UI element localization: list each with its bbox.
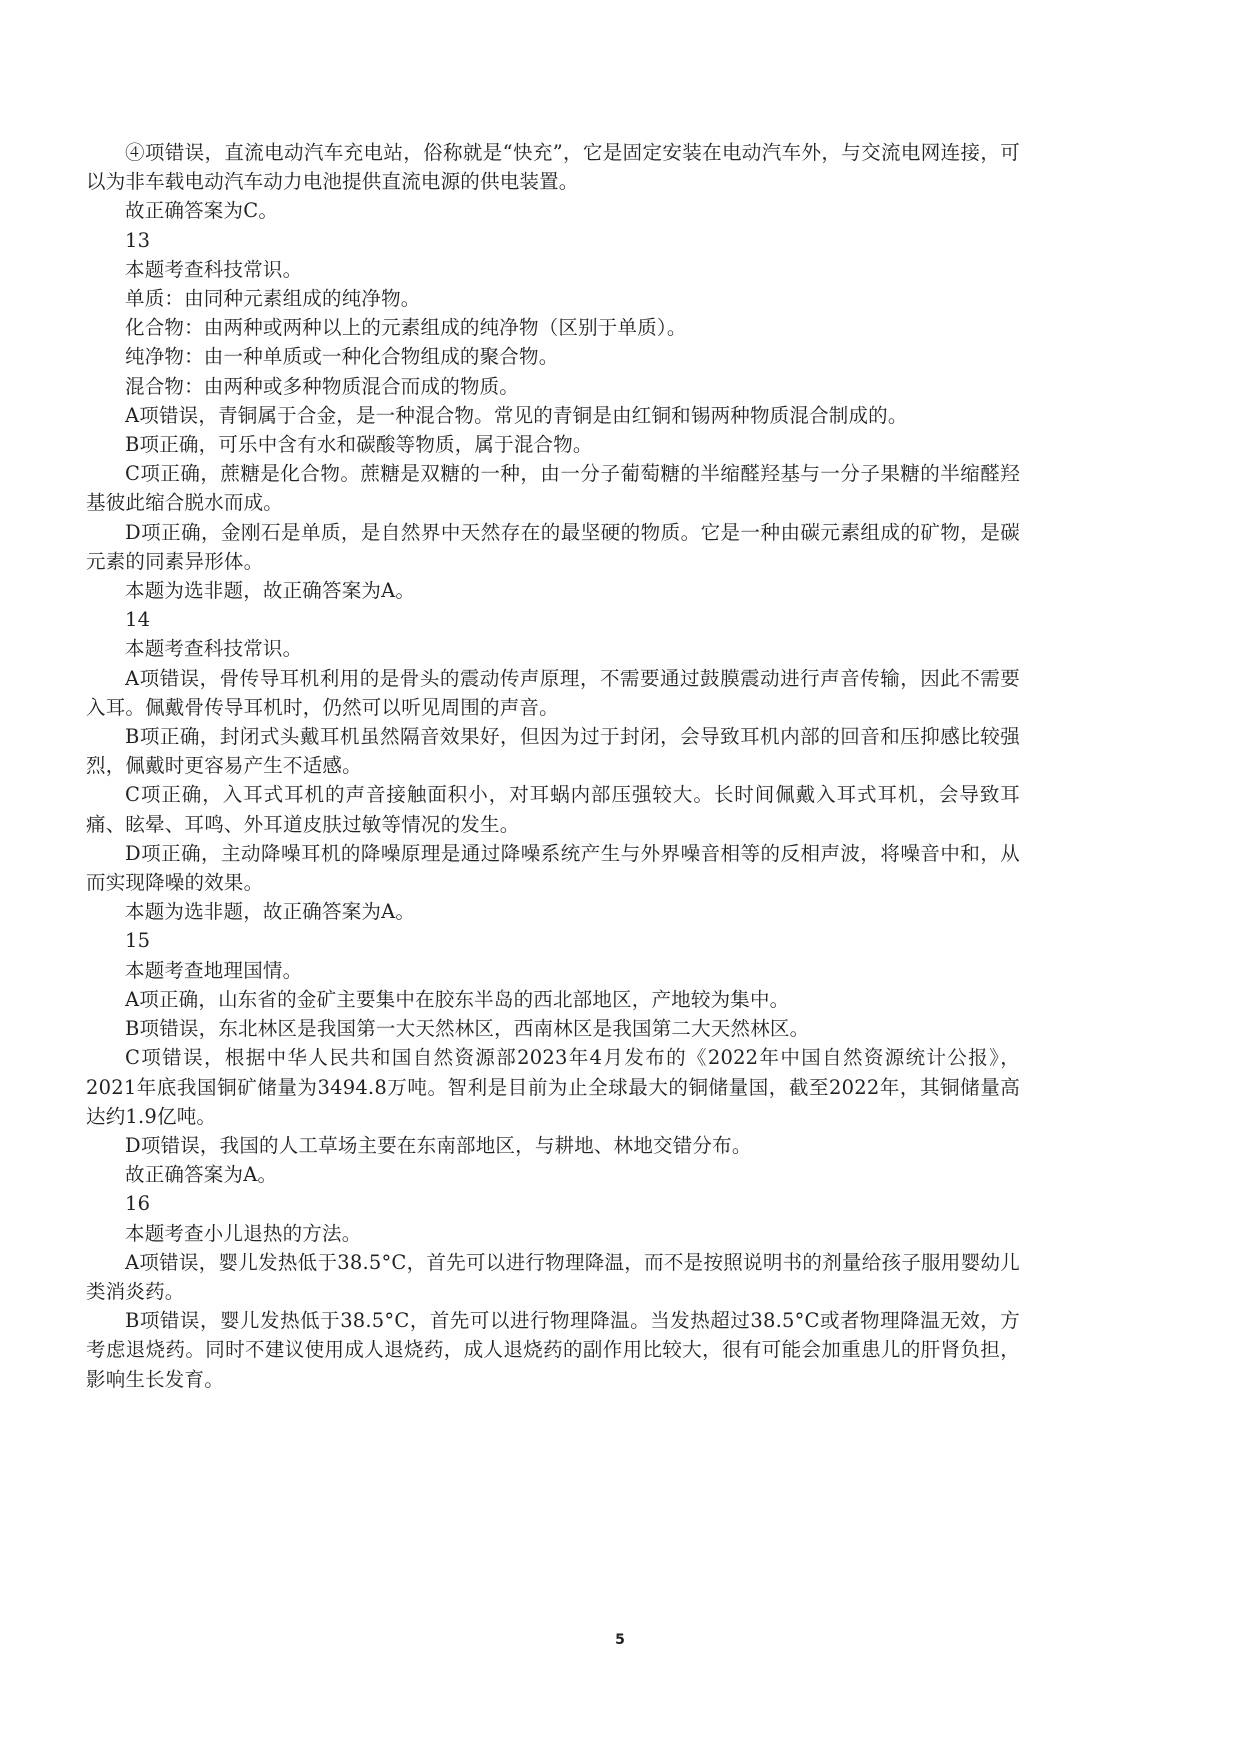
paragraph: B项错误，婴儿发热低于38.5°C，首先可以进行物理降温。当发热超过38.5°C或者物理降温无效，方考虑退烧药。同时不建议使用成人退烧药，成人退烧药的副作用比较大，很有可能会加重患儿的肝肾负担，影响生长发育。 [86, 1309, 1020, 1391]
paragraph: C项错误，根据中华人民共和国自然资源部2023年4月发布的《2022年中国自然资源统计公报》，2021年底我国铜矿储量为3494.8万吨。智利是目前为止全球最大的铜储量国，截至2022年，其铜储量高达约1.9亿吨。 [86, 1046, 1020, 1128]
paragraph: 本题为选非题，故正确答案为A。 [125, 900, 416, 924]
paragraph: D项错误，我国的人工草场主要在东南部地区，与耕地、林地交错分布。 [125, 1133, 752, 1157]
paragraph: 14 [125, 608, 151, 632]
paragraph: 本题为选非题，故正确答案为A。 [125, 579, 416, 603]
paragraph: 13 [125, 228, 151, 252]
paragraph: B项正确，可乐中含有水和碳酸等物质，属于混合物。 [125, 433, 593, 457]
paragraph: B项错误，东北林区是我国第一大天然林区，西南林区是我国第二大天然林区。 [125, 1017, 810, 1041]
paragraph: 本题考查地理国情。 [125, 958, 303, 982]
document-body [86, 138, 1020, 1394]
paragraph: A项错误，青铜属于合金，是一种混合物。常见的青铜是由红铜和锡两种物质混合制成的。 [125, 403, 908, 427]
paragraph: A项正确，山东省的金矿主要集中在胶东半岛的西北部地区，产地较为集中。 [125, 987, 790, 1011]
paragraph: 混合物：由两种或多种物质混合而成的物质。 [125, 374, 520, 398]
paragraph: A项错误，骨传导耳机利用的是骨头的震动传声原理，不需要通过鼓膜震动进行声音传输，因此不需要入耳。佩戴骨传导耳机时，仍然可以听见周围的声音。 [86, 666, 1020, 719]
paragraph: D项正确，主动降噪耳机的降噪原理是通过降噪系统产生与外界噪音相等的反相声波，将噪音中和，从而实现降噪的效果。 [86, 841, 1020, 895]
paragraph: C项正确，蔗糖是化合物。蔗糖是双糖的一种，由一分子葡萄糖的半缩醛羟基与一分子果糖的半缩醛羟基彼此缩合脱水而成。 [86, 462, 1020, 515]
paragraph: 化合物：由两种或两种以上的元素组成的纯净物（区别于单质）。 [125, 316, 687, 340]
paragraph: D项正确，金刚石是单质，是自然界中天然存在的最坚硬的物质。它是一种由碳元素组成的矿物，是碳元素的同素异形体。 [86, 520, 1020, 573]
paragraph: 故正确答案为A。 [125, 1163, 278, 1187]
paragraph: 本题考查科技常识。 [125, 257, 303, 281]
page-number: 5 [615, 1632, 625, 1648]
paragraph: 本题考查科技常识。 [125, 637, 303, 661]
paragraph: 本题考查小儿退热的方法。 [125, 1221, 362, 1245]
paragraph: 15 [125, 929, 151, 953]
paragraph: C项正确，入耳式耳机的声音接触面积小，对耳蜗内部压强较大。长时间佩戴入耳式耳机，会导致耳痛、眩晕、耳鸣、外耳道皮肤过敏等情况的发生。 [86, 783, 1020, 836]
paragraph: 单质：由同种元素组成的纯净物。 [125, 287, 421, 311]
paragraph: ④项错误，直流电动汽车充电站，俗称就是“快充”，它是固定安装在电动汽车外，与交流电网连接，可以为非车载电动汽车动力电池提供直流电源的供电装置。 [86, 141, 1020, 194]
paragraph: A项错误，婴儿发热低于38.5°C，首先可以进行物理降温，而不是按照说明书的剂量给孩子服用婴幼儿类消炎药。 [86, 1250, 1020, 1303]
paragraph: 故正确答案为C。 [125, 199, 279, 223]
paragraph: B项正确，封闭式头戴耳机虽然隔音效果好，但因为过于封闭，会导致耳机内部的回音和压抑感比较强烈，佩戴时更容易产生不适感。 [86, 725, 1020, 778]
paragraph: 16 [125, 1192, 151, 1216]
paragraph: 纯净物：由一种单质或一种化合物组成的聚合物。 [125, 345, 559, 369]
